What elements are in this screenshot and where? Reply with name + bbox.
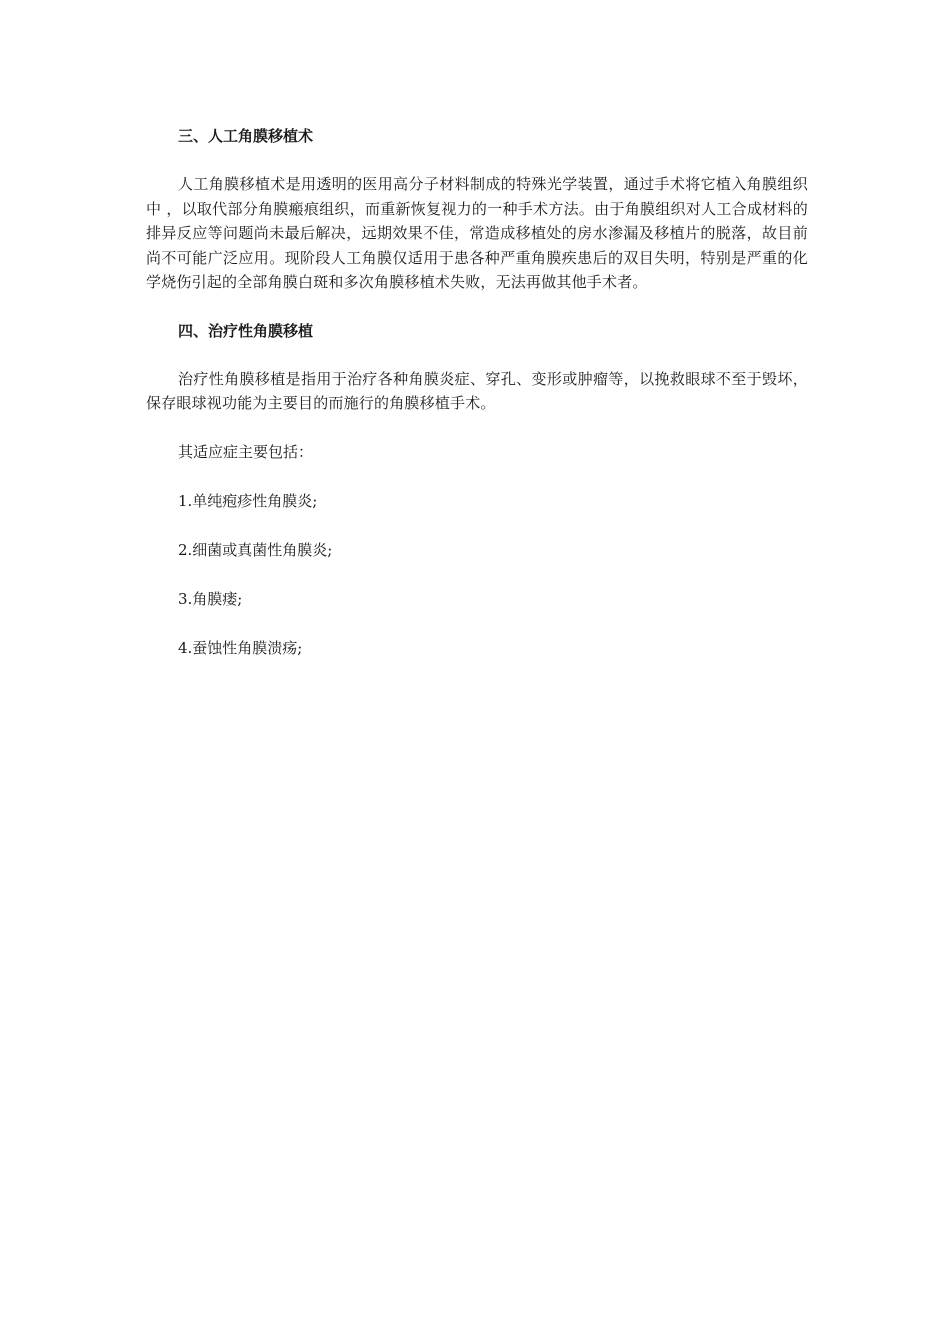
indication-item: 2.细菌或真菌性角膜炎; (178, 540, 333, 559)
indication-item: 1.单纯疱疹性角膜炎; (178, 491, 318, 510)
indications-intro: 其适应症主要包括： (178, 442, 314, 461)
section-heading-therapeutic-keratoplasty: 四、治疗性角膜移植 (178, 321, 314, 340)
indication-item: 3.角膜瘘; (178, 589, 243, 608)
section-paragraph-artificial-keratoplasty: 人工角膜移植术是用透明的医用高分子材料制成的特殊光学装置，通过手术将它植入角膜组织中 ，以取代部分角膜瘢痕组织，而重新恢复视力的一种手术方法。由于角膜组织对人工合成材料的排异反应等问题尚未最后解决，远期效果不佳，常造成移植处的房水渗漏及移植片的脱落，故目前尚不可能广泛应用。现阶段人工角膜仅适用于患各种严重角膜疾患后的双目失明，特别是严重的化学烧伤引起的全部角膜白斑和多次角膜移植术失败，无法再做其他手术者。 (146, 175, 808, 291)
section-heading-artificial-keratoplasty: 三、人工角膜移植术 (178, 127, 314, 145)
document-page (146, 124, 808, 685)
section-paragraph-therapeutic-keratoplasty: 治疗性角膜移植是指用于治疗各种角膜炎症、穿孔、变形或肿瘤等，以挽救眼球不至于毁坏，保存眼球视功能为主要目的而施行的角膜移植手术。 (146, 369, 808, 412)
indication-item: 4.蚕蚀性角膜溃疡; (178, 638, 303, 657)
